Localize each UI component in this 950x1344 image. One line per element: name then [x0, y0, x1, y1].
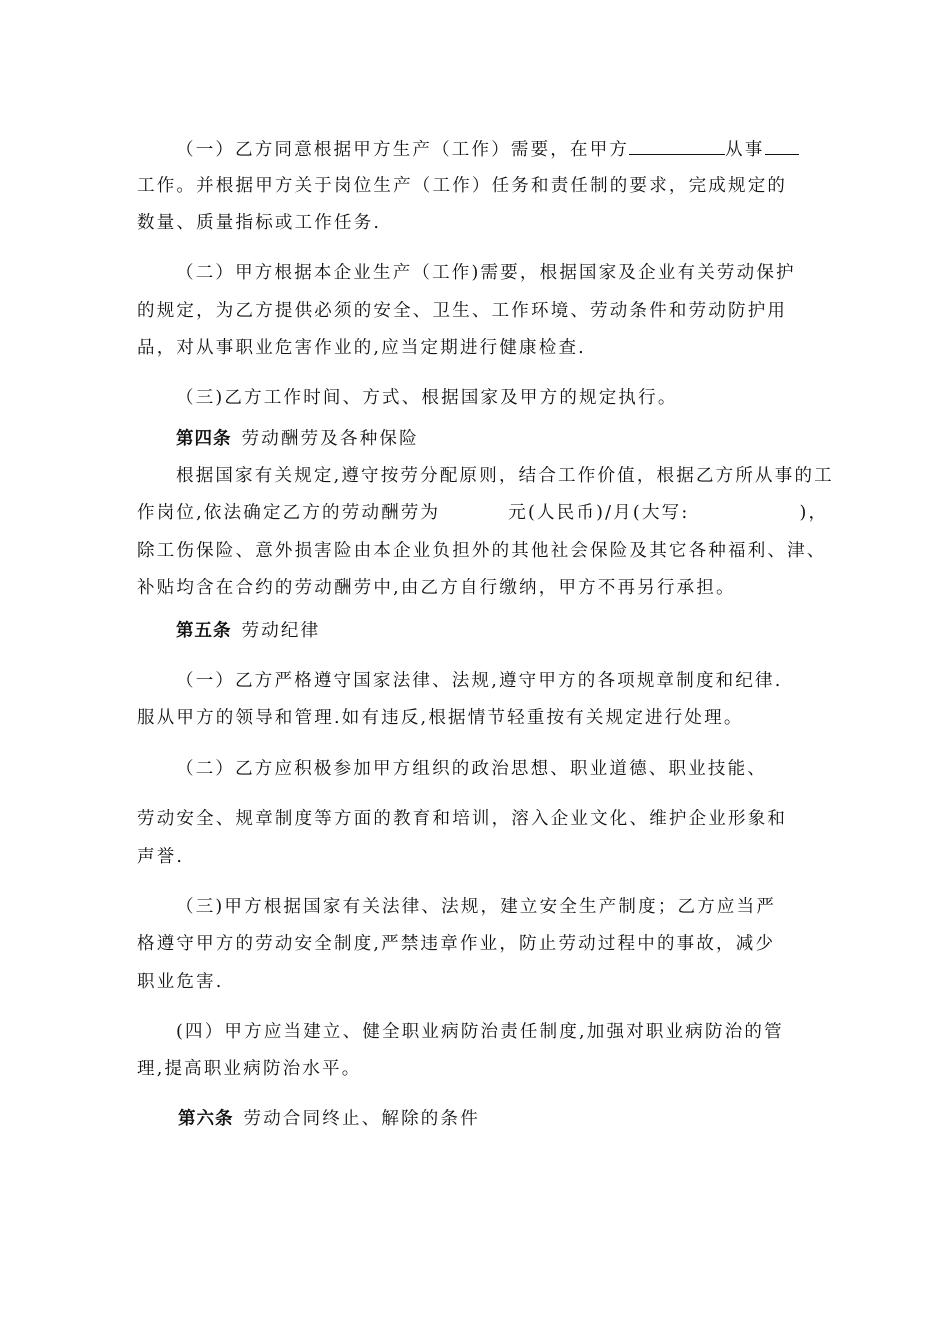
workplace-blank [629, 138, 725, 155]
clause-3-3-line-1: （三)乙方工作时间、方式、根据国家及甲方的规定执行。 [176, 388, 678, 408]
clause-3-2-line-3: 品，对从事职业危害作业的,应当定期进行健康检查. [137, 338, 586, 358]
article-4-line-1: 根据国家有关规定,遵守按劳分配原则，结合工作价值，根据乙方所从事的工 [176, 466, 834, 486]
article-6-heading [178, 1108, 480, 1130]
clause-5-1-line-1: （一）乙方严格遵守国家法律、法规,遵守甲方的各项规章制度和纪律. [176, 671, 783, 691]
article-4-line-3: 除工伤保险、意外损害险由本企业负担外的其他社会保险及其它各种福利、津、 [137, 541, 827, 561]
article-6-title: 劳动合同终止、解除的条件 [243, 1109, 480, 1129]
clause-3-2-line-1: （二）甲方根据本企业生产（工作)需要，根据国家及企业有关劳动保护 [176, 263, 796, 283]
clause-3-1-line-2: 工作。并根据甲方关于岗位生产（工作）任务和责任制的要求，完成规定的 [137, 176, 788, 196]
job-blank [765, 138, 799, 155]
article-4-heading [176, 428, 419, 450]
article-4-line-4: 补贴均含在合约的劳动酬劳中,由乙方自行缴纳，甲方不再另行承担。 [137, 578, 736, 598]
clause-5-4-line-2: 理,提高职业病防治水平。 [137, 1059, 362, 1079]
article-4-number: 第四条 [176, 429, 232, 449]
salary-unit: 元(人民币)/月(大写: [508, 503, 690, 523]
article-5-title: 劳动纪律 [241, 621, 321, 641]
article-6-number: 第六条 [178, 1109, 234, 1129]
clause-5-3-line-3: 职业危害. [137, 972, 224, 992]
clause-3-1-text: （一）乙方同意根据甲方生产（工作）需要，在甲方 [176, 140, 630, 160]
clause-3-1-line-1 [176, 138, 799, 161]
clause-3-2-line-2: 的规定，为乙方提供必须的安全、卫生、工作环境、劳动条件和劳动防护用 [137, 301, 788, 321]
clause-3-1-text-b: 从事 [725, 140, 765, 160]
clause-5-2-line-1: （二）乙方应积极参加甲方组织的政治思想、职业道德、职业技能、 [176, 759, 767, 779]
clause-5-2-line-2: 劳动安全、规章制度等方面的教育和培训，溶入企业文化、维护企业形象和 [137, 809, 788, 829]
clause-5-2-line-3: 声誉. [137, 847, 185, 867]
salary-text: 作岗位,依法确定乙方的劳动酬劳为 [137, 503, 441, 523]
clause-5-4-line-1: (四）甲方应当建立、健全职业病防治责任制度,加强对职业病防治的管 [176, 1022, 784, 1042]
clause-5-3-line-1: （三)甲方根据国家有关法律、法规，建立安全生产制度；乙方应当严 [176, 897, 777, 917]
clause-5-1-line-2: 服从甲方的领导和管理.如有违反,根据情节轻重按有关规定进行处理。 [137, 708, 744, 728]
article-5-number: 第五条 [176, 621, 232, 641]
article-5-heading [176, 620, 320, 642]
clause-5-3-line-2: 格遵守甲方的劳动安全制度,严禁违章作业，防止劳动过程中的事故，减少 [137, 934, 776, 954]
salary-close: )， [799, 503, 829, 523]
clause-3-1-line-3: 数量、质量指标或工作任务. [137, 213, 382, 233]
article-4-line-2 [137, 502, 828, 524]
article-4-title: 劳动酬劳及各种保险 [241, 429, 419, 449]
